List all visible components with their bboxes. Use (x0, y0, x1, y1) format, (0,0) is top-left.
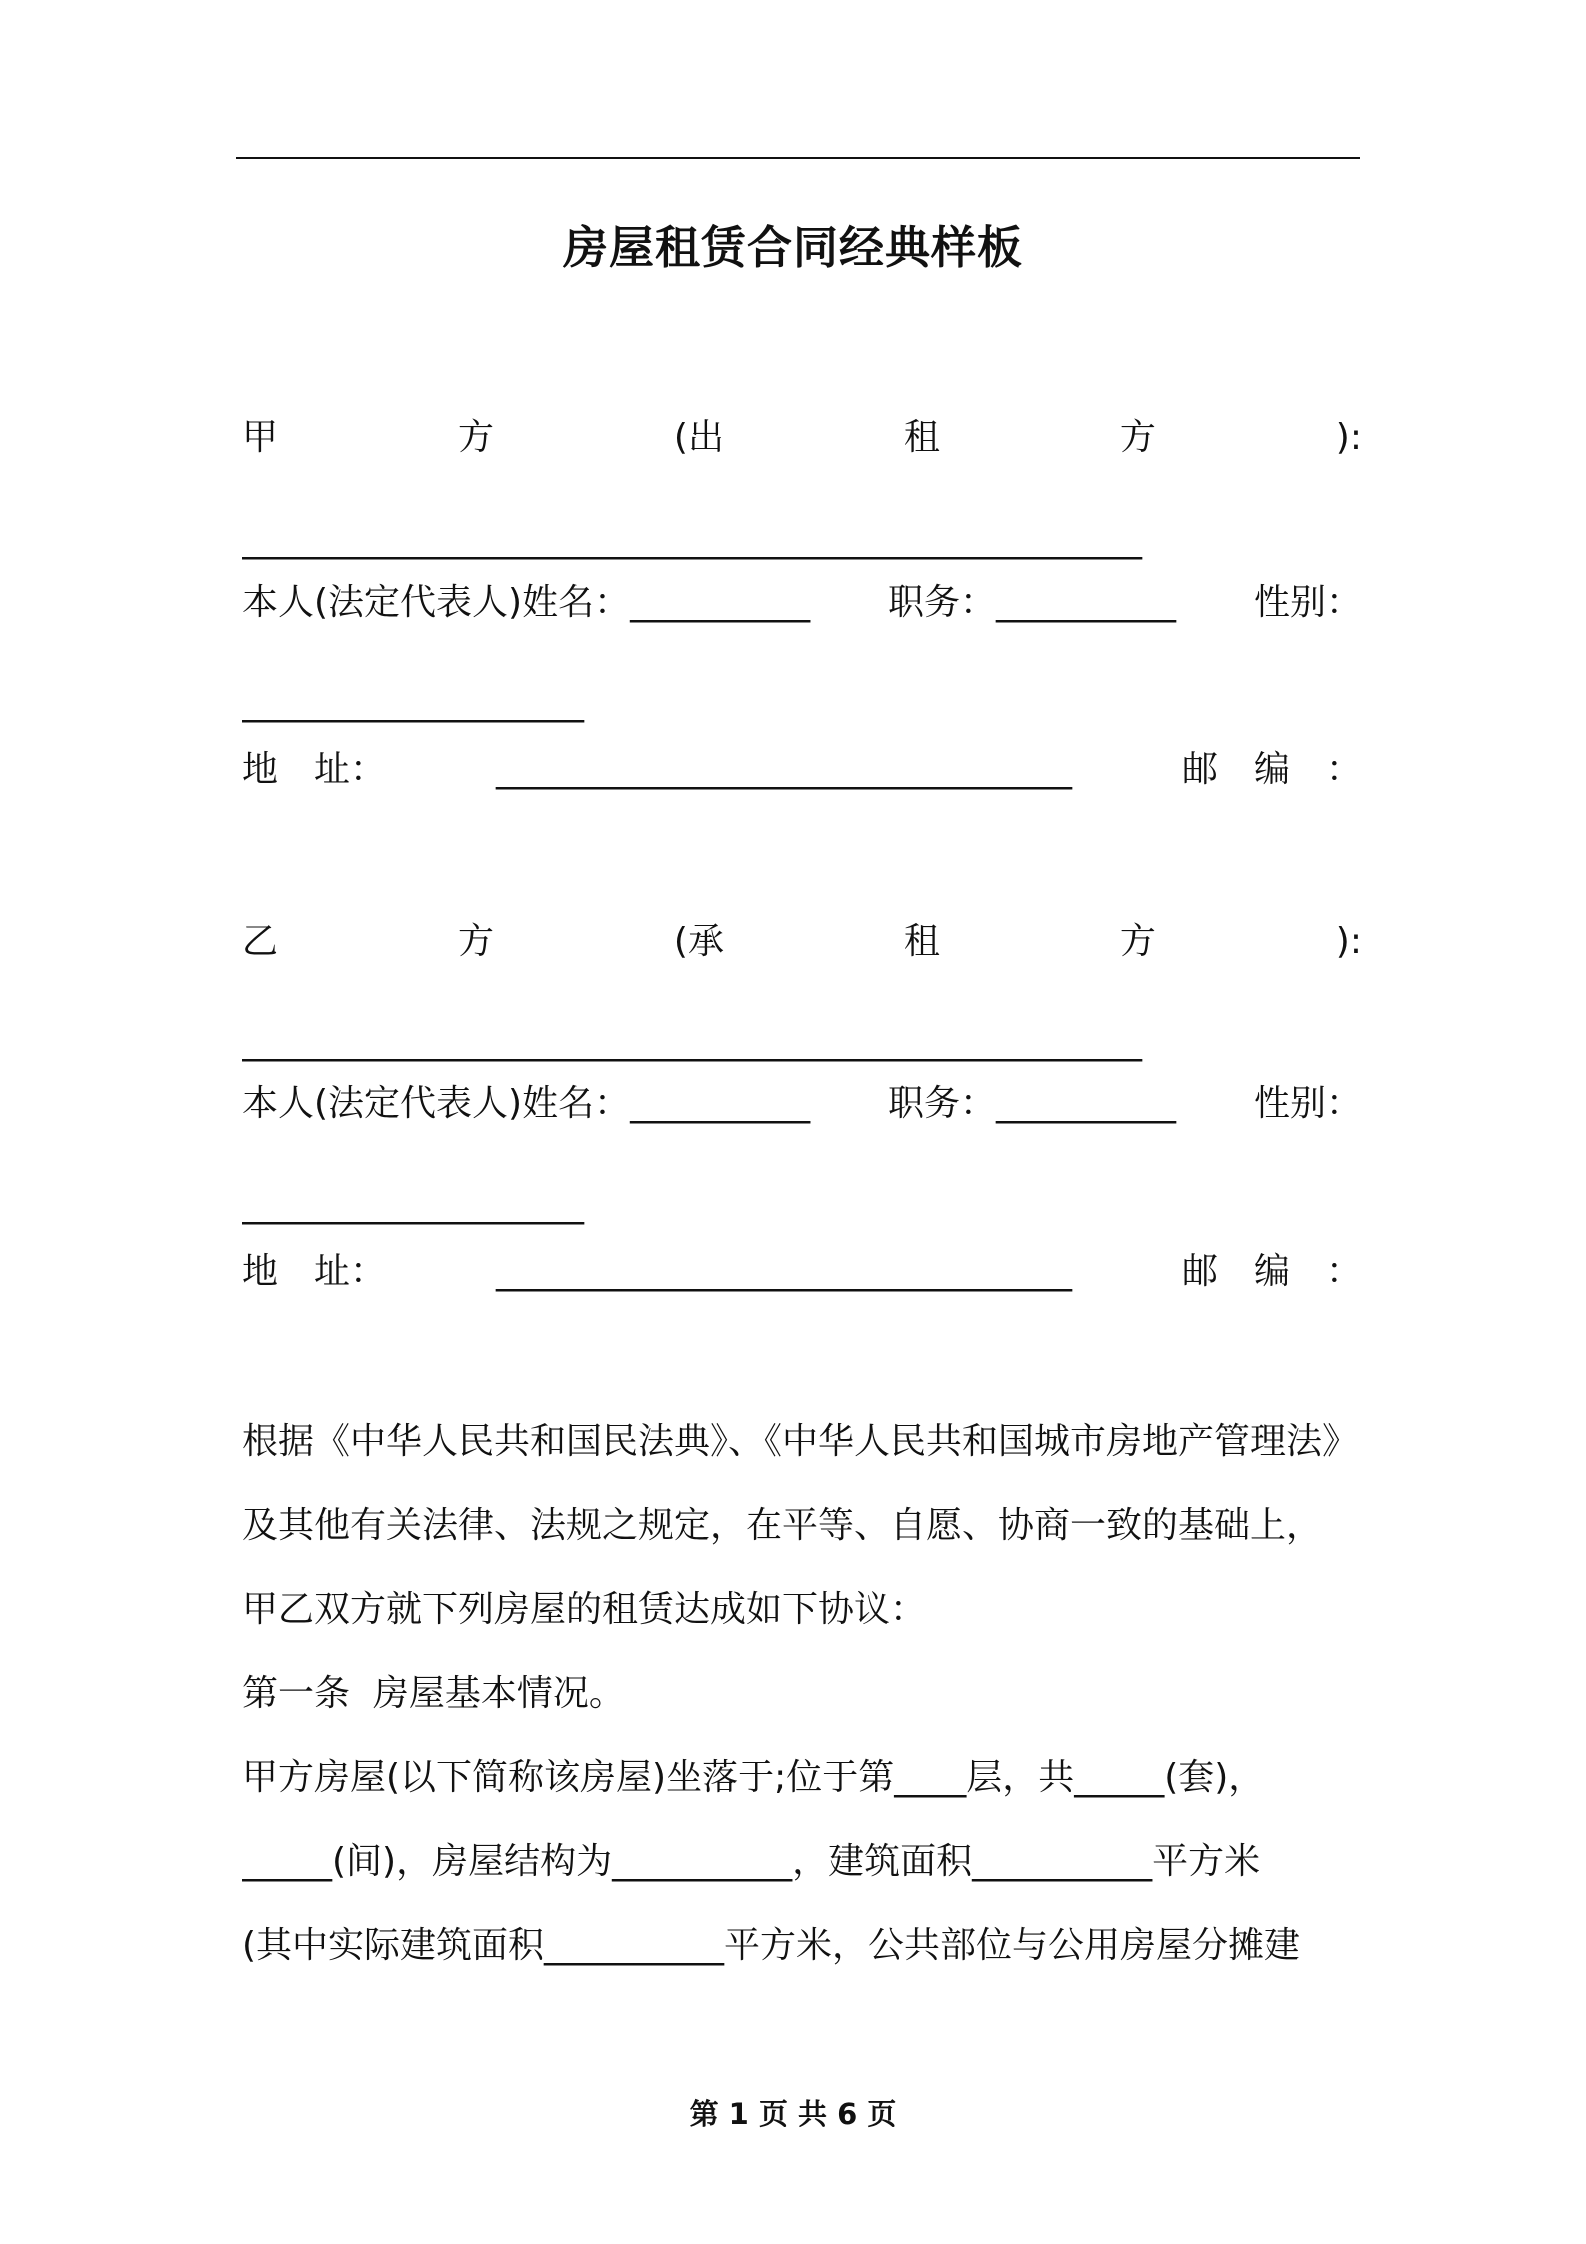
rep-name-label: 本人(法定代表人)姓名： (242, 1083, 631, 1124)
party-b-heading-part: 方 (457, 921, 494, 962)
party-a-gender-blank: ___________________ (242, 682, 584, 723)
body-line: 甲方房屋(以下简称该房屋)坐落于;位于第____层，共_____(套)， (242, 1757, 1265, 1798)
party-a-heading-part: 方 (1119, 417, 1156, 458)
party-b-contact-row (242, 1334, 1362, 1394)
party-b-position-field (888, 1074, 1176, 1134)
party-b-gender-blank: ___________________ (242, 1184, 584, 1225)
postcode-label: 邮 编 ： (1181, 1251, 1362, 1292)
rep-name-blank: __________ (630, 1083, 811, 1124)
position-blank: __________ (996, 1083, 1177, 1124)
party-b-rep-field (242, 1074, 810, 1134)
party-a-contact-row (242, 832, 1362, 892)
body-line: (其中实际建筑面积__________平方米，公共部位与公用房屋分摊建 (242, 1925, 1301, 1966)
party-a-rep-row (242, 573, 1362, 633)
party-a-name-blank: __________________________________________________ (242, 519, 1142, 560)
party-a-heading-part: 方 (457, 417, 494, 458)
article-heading: 第一条 房屋基本情况。 (242, 1673, 625, 1714)
position-blank: __________ (996, 582, 1177, 623)
party-a-heading-part: 甲 (242, 417, 279, 458)
rep-name-blank: __________ (630, 582, 811, 623)
party-a-rep-field (242, 573, 810, 633)
party-b-heading-part: 租 (903, 921, 940, 962)
party-b-name-blank: __________________________________________________ (242, 1021, 1142, 1062)
party-a-heading (242, 408, 1362, 468)
body-line: 甲乙双方就下列房屋的租赁达成如下协议： (242, 1589, 927, 1630)
body-line: 根据《中华人民共和国民法典》、《中华人民共和国城市房地产管理法》 (242, 1421, 1359, 1462)
party-b-heading-part: (承 (673, 921, 724, 962)
position-label: 职务： (888, 582, 997, 623)
party-b-heading-part: ): (1335, 921, 1362, 962)
party-a-address-row (242, 740, 1362, 800)
party-b-heading-part: 方 (1119, 921, 1156, 962)
party-b-heading-part: 乙 (242, 921, 279, 962)
party-a-position-field (888, 573, 1176, 633)
party-b-address-row (242, 1242, 1362, 1302)
party-b-rep-row (242, 1074, 1362, 1134)
address-label: 地 址： (242, 1251, 387, 1292)
body-line: _____(间)，房屋结构为__________，建筑面积__________平方米 (242, 1841, 1261, 1882)
party-a-heading-part: (出 (673, 417, 724, 458)
party-a-heading-part: 租 (903, 417, 940, 458)
position-label: 职务： (888, 1083, 997, 1124)
header-rule (236, 157, 1360, 159)
party-a-heading-part: ): (1335, 417, 1362, 458)
address-blank: ________________________________ (496, 749, 1072, 790)
address-label: 地 址： (242, 749, 387, 790)
document-title: 房屋租赁合同经典样板 (562, 221, 1023, 274)
gender-label: 性别： (1253, 582, 1362, 623)
postcode-label: 邮 编 ： (1181, 749, 1362, 790)
gender-label: 性别： (1253, 1083, 1362, 1124)
body-line: 及其他有关法律、法规之规定，在平等、自愿、协商一致的基础上， (242, 1505, 1323, 1546)
address-blank: ________________________________ (496, 1251, 1072, 1292)
party-b-heading (242, 912, 1362, 972)
rep-name-label: 本人(法定代表人)姓名： (242, 582, 631, 623)
page-number: 第 1 页 共 6 页 (689, 2097, 897, 2131)
